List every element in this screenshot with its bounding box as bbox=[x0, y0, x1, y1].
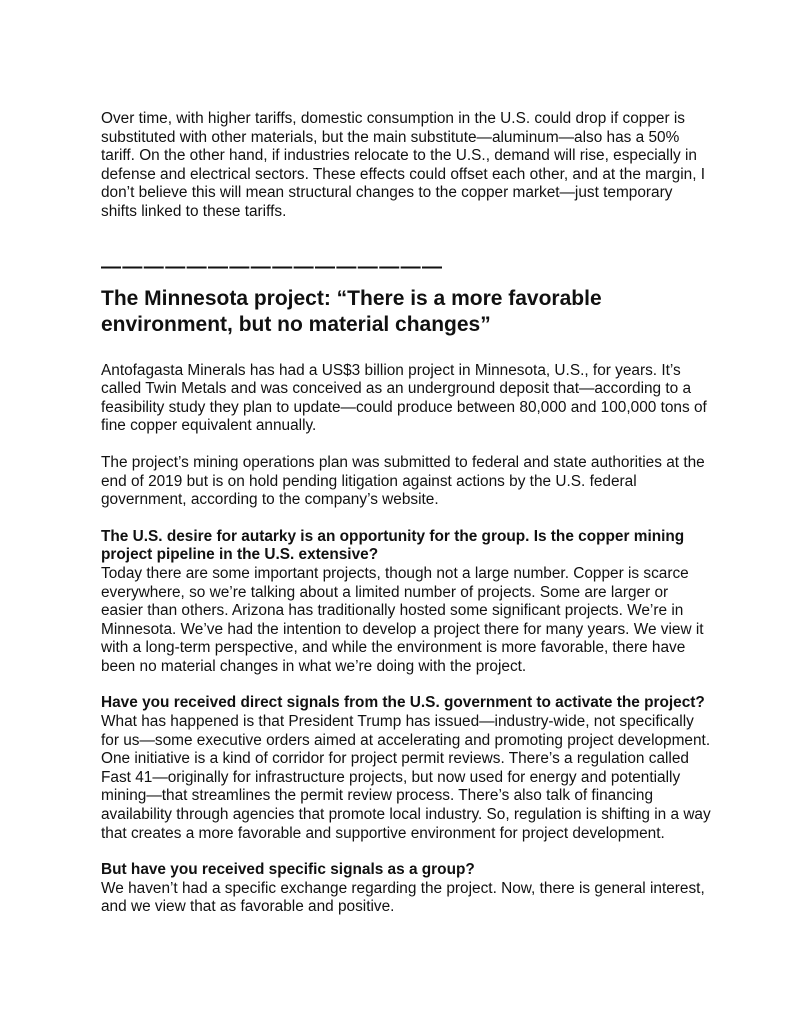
qa-block bbox=[101, 861, 711, 917]
interview-answer: Today there are some important projects, though not a large number. Copper is scarce everywhere, so we’re talking about a limited number of projects. Some are larger or easier than others. Arizona has traditionally hosted some significant projects. We’re in Minnesota. We’ve had the intention to develop a project there for many years. We view it with a long-term perspective, and while the environment is more favorable, there have been no material changes in what we’re doing with the project. bbox=[101, 564, 704, 675]
qa-block bbox=[101, 694, 711, 843]
intro-paragraph: Over time, with higher tariffs, domestic consumption in the U.S. could drop if copper is substituted with other materials, but the main substitute—aluminum—also has a 50% tariff. On the other hand, if industries relocate to the U.S., demand will rise, especially in defense and electrical sectors. These effects could offset each other, and at the margin, I don’t believe this will mean structural changes to the copper market—just temporary shifts linked to these tariffs. bbox=[101, 110, 706, 220]
paragraph-text: Antofagasta Minerals has had a US$3 billion project in Minnesota, U.S., for years. It’s called Twin Metals and was conceived as an underground deposit that—according to a feasibility study they plan to update—could produce between 80,000 and 100,000 tons of fine copper equivalent annually. bbox=[101, 361, 707, 435]
interview-answer: We haven’t had a specific exchange regarding the project. Now, there is general interest, and we view that as favorable and positive. bbox=[101, 879, 705, 916]
qa-block bbox=[101, 528, 711, 677]
body-paragraph bbox=[101, 362, 711, 436]
paragraph-text: The project’s mining operations plan was submitted to federal and state authorities at the end of 2019 but is on hold pending litigation against actions by the U.S. federal government, according to the company’s website. bbox=[101, 453, 705, 509]
interview-question: The U.S. desire for autarky is an opportunity for the group. Is the copper mining project pipeline in the U.S. extensive? bbox=[101, 527, 685, 564]
section-divider: ———————————————— bbox=[101, 255, 444, 278]
interview-question: But have you received specific signals as a group? bbox=[101, 861, 475, 879]
interview-question: Have you received direct signals from the U.S. government to activate the project? bbox=[101, 694, 705, 712]
document-page bbox=[101, 110, 711, 935]
interview-answer: What has happened is that President Trump has issued—industry-wide, not specifically for us—some executive orders aimed at accelerating and promoting project development. One initiative is a kind of corridor for project permit reviews. There’s a regulation called Fast 41—originally for infrastructure projects, but now used for energy and potentially mining—that streamlines the permit review process. There’s also talk of financing availability through agencies that promote local industry. So, regulation is shifting in a way that creates a more favorable and supportive environment for project development. bbox=[101, 713, 711, 842]
section-title: The Minnesota project: “There is a more favorable environment, but no material changes” bbox=[101, 286, 602, 336]
body-paragraph bbox=[101, 454, 711, 510]
